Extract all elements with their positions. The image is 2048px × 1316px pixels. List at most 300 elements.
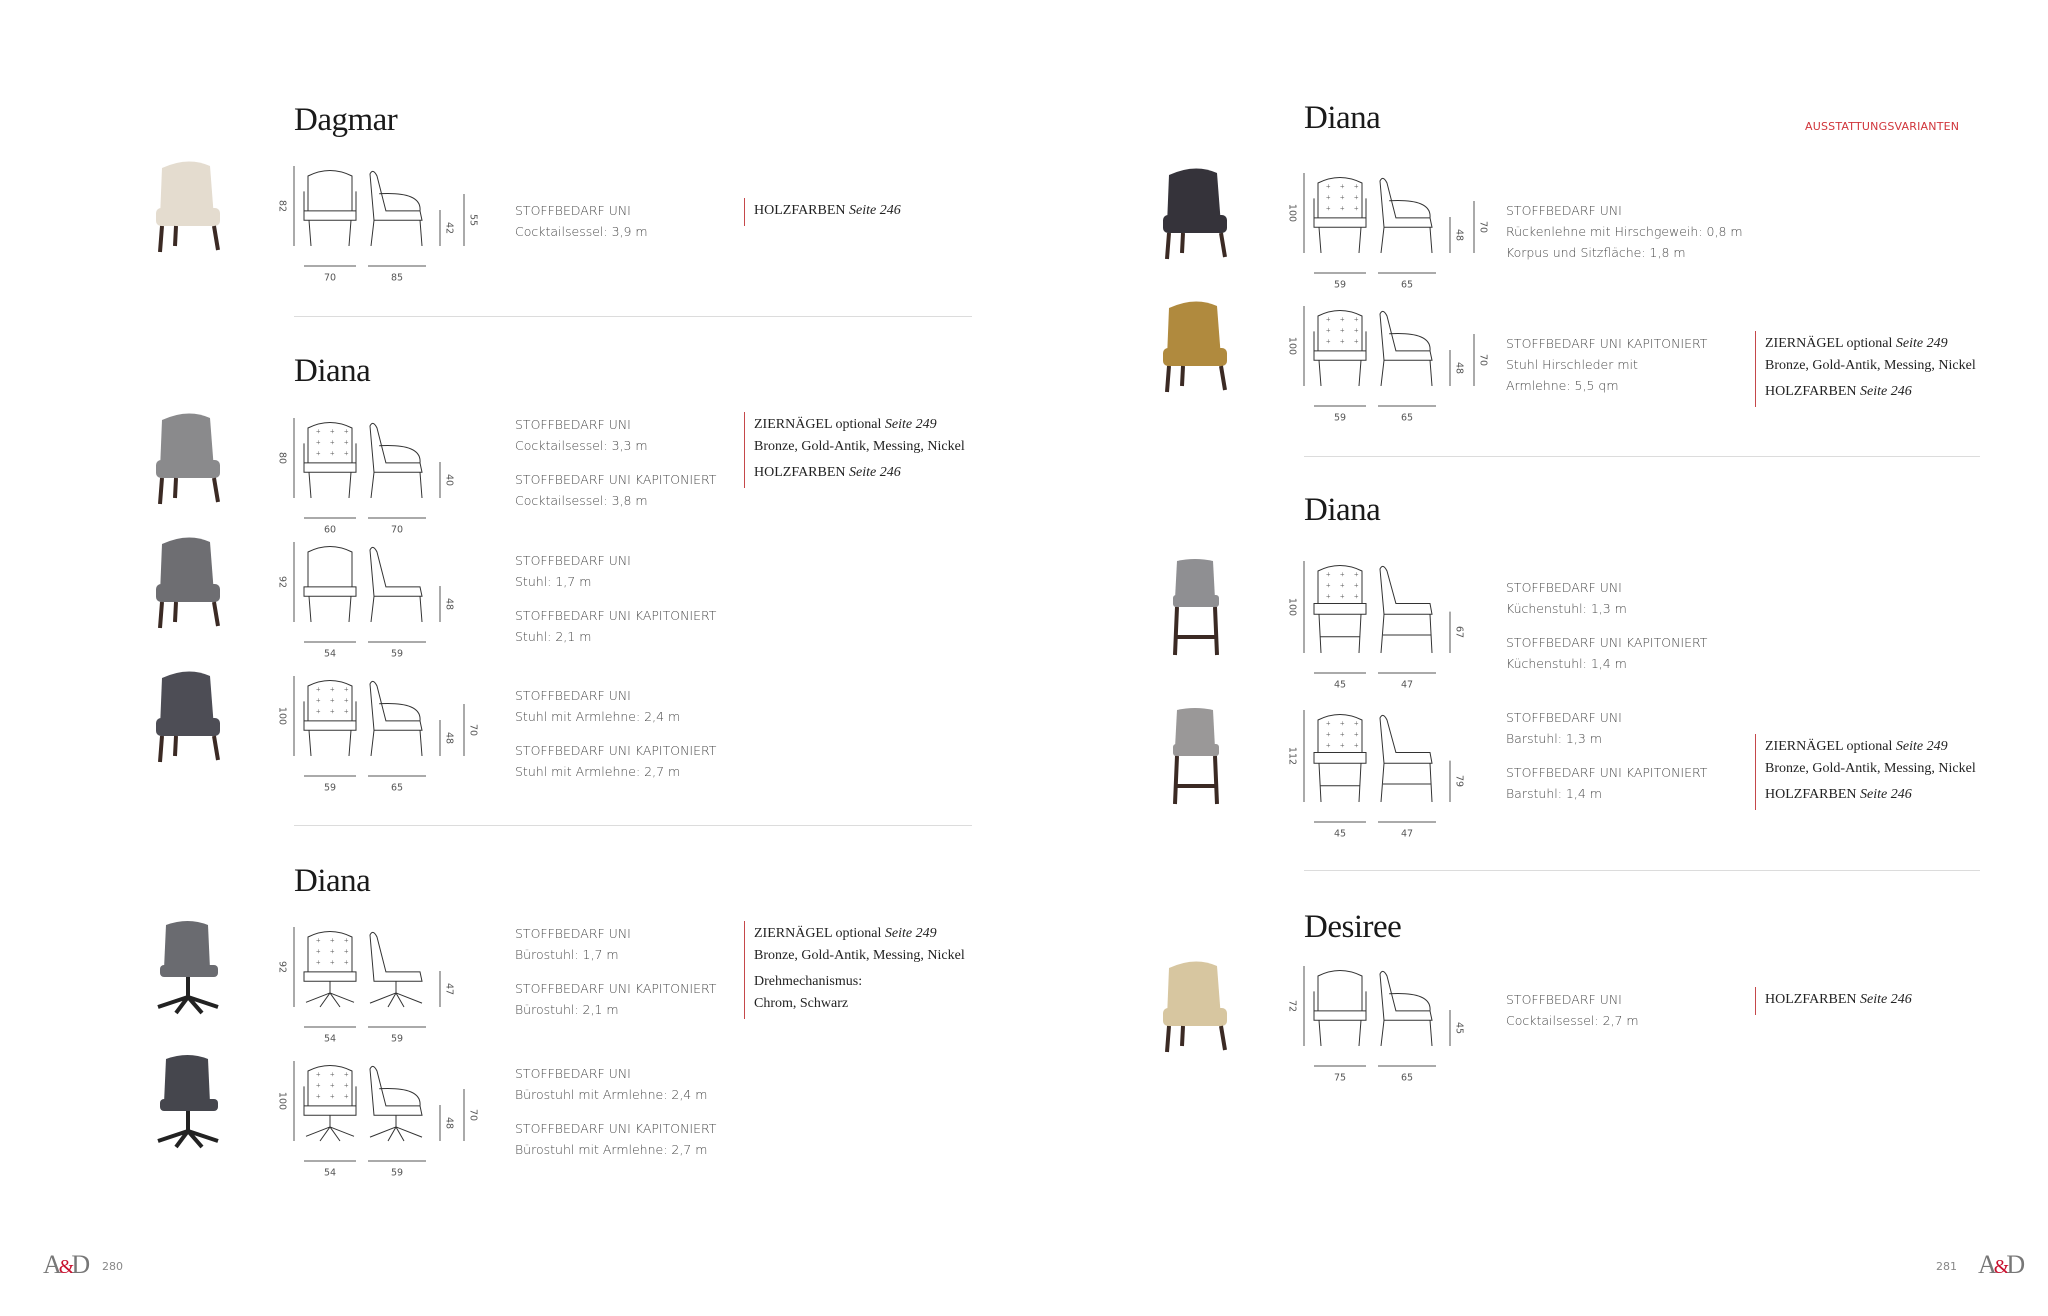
tufting-mark: + (330, 958, 335, 967)
seat-dimension-label: 67 (1453, 626, 1465, 639)
option-text: ZIERNÄGEL optional (754, 417, 882, 432)
chair-back (164, 1055, 210, 1103)
height-dimension-label: 72 (1286, 999, 1298, 1013)
option-line (1765, 736, 1976, 758)
height-dimension-label: 100 (1286, 597, 1298, 617)
tufting-mark: + (1340, 719, 1345, 728)
spec-value: Küchenstuhl: 1,3 m (1506, 601, 1627, 616)
option-line (754, 462, 965, 484)
side-view-outline (1380, 311, 1432, 386)
width-label: 54 (323, 1033, 337, 1045)
chair-legs (160, 736, 218, 762)
fabric-specs (1506, 707, 1707, 817)
seat-dimension-label: 70 (1477, 220, 1489, 234)
spec-value: Bürostuhl mit Armlehne: 2,7 m (515, 1142, 708, 1157)
tufting-mark: + (1354, 193, 1359, 202)
tufting-mark: + (1340, 204, 1345, 213)
chair-seat (160, 965, 218, 977)
tufting-mark: + (316, 696, 321, 705)
option-text: ZIERNÄGEL optional (754, 926, 882, 941)
tufting-mark: + (316, 1092, 321, 1101)
tufting-mark: + (1354, 730, 1359, 739)
seat-dimension-label: 47 (443, 982, 455, 996)
page-reference-link[interactable]: Seite 246 (849, 465, 901, 480)
height-dimension-label: 112 (1286, 746, 1298, 766)
tufting-mark: + (1340, 193, 1345, 202)
tufting-mark: + (330, 1070, 335, 1079)
tufting-mark: + (1340, 337, 1345, 346)
spec-label: STOFFBEDARF UNI (515, 417, 631, 432)
depth-label: 47 (1400, 828, 1414, 840)
spec-block (515, 978, 716, 1020)
fabric-specs (515, 923, 716, 1033)
spec-value: Stuhl: 1,7 m (515, 574, 592, 589)
spec-block (1506, 707, 1707, 749)
seat-dimension-label: 48 (443, 731, 455, 745)
tufting-mark: + (1326, 204, 1331, 213)
seat-dimension-label: 45 (1453, 1021, 1465, 1035)
tufting-mark: + (1340, 581, 1345, 590)
option-text: HOLZFARBEN (1765, 992, 1857, 1007)
spec-label: STOFFBEDARF UNI KAPITONIERT (515, 981, 717, 996)
spec-block (515, 685, 716, 727)
spec-block (1506, 989, 1639, 1031)
spec-label: STOFFBEDARF UNI KAPITONIERT (1506, 336, 1708, 351)
chair-seat (156, 460, 220, 478)
depth-label: 47 (1400, 679, 1414, 691)
chair-seat (1163, 348, 1227, 366)
seat-dimension-label: 70 (467, 1108, 479, 1122)
side-view-outline (370, 547, 422, 622)
tufting-mark: + (1340, 182, 1345, 191)
spec-label: STOFFBEDARF UNI KAPITONIERT (515, 472, 717, 487)
spec-label: STOFFBEDARF UNI (1506, 203, 1622, 218)
chair-legs (1167, 366, 1225, 392)
side-view-outline (1380, 971, 1432, 1046)
spec-value: Cocktailsessel: 3,9 m (515, 224, 648, 239)
dimension-drawing (1294, 300, 1494, 420)
options-block (1755, 734, 1976, 810)
chair-legs (160, 478, 218, 504)
tufting-mark: + (316, 438, 321, 447)
chair-back (164, 921, 210, 969)
section-divider (294, 825, 972, 826)
height-dimension-label: 92 (276, 960, 288, 974)
options-block (1755, 987, 1912, 1015)
depth-label: 65 (1400, 412, 1414, 424)
product-title: Diana (294, 353, 371, 389)
fabric-specs (515, 200, 648, 255)
spec-value: Cocktailsessel: 2,7 m (1506, 1013, 1639, 1028)
tufting-mark: + (1354, 326, 1359, 335)
tufting-mark: + (330, 438, 335, 447)
spec-label: STOFFBEDARF UNI KAPITONIERT (1506, 765, 1708, 780)
product-title: Diana (1304, 100, 1381, 136)
product-title: Desiree (1304, 909, 1402, 945)
tufting-mark: + (1326, 581, 1331, 590)
option-text: Bronze, Gold-Antik, Messing, Nickel (754, 948, 965, 963)
tufting-mark: + (1326, 193, 1331, 202)
chair-legs (1175, 756, 1217, 804)
tufting-mark: + (1326, 741, 1331, 750)
option-line (754, 414, 965, 436)
option-line (754, 923, 965, 945)
width-label: 59 (323, 782, 337, 794)
height-dimension-label: 80 (276, 451, 288, 465)
tufting-mark: + (344, 1070, 349, 1079)
seat-dimension-label: 40 (443, 473, 455, 487)
side-view-outline (370, 932, 422, 1007)
page-reference-link[interactable]: Seite 246 (849, 203, 901, 218)
option-text: HOLZFARBEN (754, 465, 846, 480)
tufting-mark: + (344, 947, 349, 956)
spec-value: Stuhl: 2,1 m (515, 629, 592, 644)
front-view-outline (304, 547, 356, 623)
spec-block (515, 605, 716, 647)
options-block (744, 921, 965, 1019)
fabric-specs (1506, 333, 1707, 409)
spec-label: STOFFBEDARF UNI (1506, 710, 1622, 725)
tufting-mark: + (316, 427, 321, 436)
front-view-outline (304, 171, 356, 247)
side-view-outline (1380, 715, 1432, 802)
spec-block (515, 550, 716, 592)
tufting-mark: + (1340, 592, 1345, 601)
spec-label: STOFFBEDARF UNI KAPITONIERT (515, 608, 717, 623)
variant-label: AUSSTATTUNGSVARIANTEN (1805, 120, 1960, 133)
width-label: 54 (323, 648, 337, 660)
side-view-outline (1380, 178, 1432, 253)
tufting-mark: + (330, 696, 335, 705)
tufting-mark: + (344, 685, 349, 694)
chair-seat (1173, 744, 1219, 756)
spec-label: STOFFBEDARF UNI KAPITONIERT (1506, 635, 1708, 650)
brand-logo: A&D (43, 1250, 88, 1279)
options-block (1755, 331, 1976, 407)
tufting-mark: + (316, 707, 321, 716)
tufting-mark: + (1326, 315, 1331, 324)
side-view-outline (370, 1066, 422, 1141)
spec-label: STOFFBEDARF UNI KAPITONIERT (515, 743, 717, 758)
fabric-specs (515, 414, 716, 524)
spec-label: STOFFBEDARF UNI (515, 553, 631, 568)
option-text: HOLZFARBEN (1765, 384, 1857, 399)
height-dimension-label: 100 (276, 706, 288, 726)
option-text: HOLZFARBEN (1765, 787, 1857, 802)
option-line (1765, 758, 1976, 780)
chair-base (158, 1111, 218, 1147)
page-reference-link[interactable]: Seite 249 (1895, 336, 1948, 351)
chair-base (158, 977, 218, 1013)
tufting-mark: + (1354, 204, 1359, 213)
spec-block (1506, 333, 1707, 396)
chair-seat (1163, 215, 1227, 233)
product-photo (1155, 557, 1235, 657)
side-view-outline (1380, 566, 1432, 653)
tufting-mark: + (316, 936, 321, 945)
chair-back (1175, 708, 1215, 748)
dimension-drawing (1294, 555, 1494, 687)
height-dimension-label: 100 (276, 1091, 288, 1111)
tufting-mark: + (1354, 315, 1359, 324)
tufting-mark: + (316, 1081, 321, 1090)
tufting-mark: + (1326, 182, 1331, 191)
spec-block (515, 200, 648, 242)
tufting-mark: + (1354, 581, 1359, 590)
chair-legs (1167, 1026, 1225, 1052)
option-text: ZIERNÄGEL optional (1765, 739, 1893, 754)
tufting-mark: + (344, 427, 349, 436)
fabric-specs (515, 685, 716, 795)
tufting-mark: + (1340, 570, 1345, 579)
page-reference-link[interactable]: Seite 249 (1895, 739, 1948, 754)
tufting-mark: + (344, 707, 349, 716)
spec-block (1506, 577, 1707, 619)
option-line (754, 436, 965, 458)
dimension-drawing (1294, 704, 1494, 836)
option-line (1765, 784, 1976, 806)
option-text: HOLZFARBEN (754, 203, 846, 218)
spec-value: Stuhl Hirschleder mit (1506, 357, 1638, 372)
width-label: 45 (1333, 828, 1347, 840)
spec-block (515, 469, 716, 511)
tufting-mark: + (344, 1092, 349, 1101)
page-number: 281 (1936, 1260, 1957, 1273)
spec-label: STOFFBEDARF UNI (515, 203, 631, 218)
chair-legs (160, 602, 218, 628)
page-reference-link[interactable]: Seite 246 (1860, 384, 1912, 399)
spec-block (515, 923, 716, 965)
tufting-mark: + (330, 1092, 335, 1101)
fabric-specs (1506, 577, 1707, 687)
page-reference-link[interactable]: Seite 249 (884, 417, 937, 432)
tufting-mark: + (1326, 719, 1331, 728)
product-photo (1155, 296, 1235, 396)
product-photo (1155, 706, 1235, 806)
product-title: Dagmar (294, 102, 398, 138)
option-line (1765, 333, 1976, 355)
product-photo (148, 408, 228, 508)
tufting-mark: + (344, 449, 349, 458)
depth-label: 59 (390, 1167, 404, 1179)
page-reference-link[interactable]: Seite 246 (1860, 992, 1912, 1007)
chair-seat (1173, 595, 1219, 607)
spec-value: Armlehne: 5,5 qm (1506, 378, 1619, 393)
dimension-drawing (284, 921, 484, 1041)
dimension-drawing (284, 1055, 484, 1175)
chair-legs (1167, 233, 1225, 259)
options-block (744, 198, 901, 226)
height-dimension-label: 100 (1286, 203, 1298, 223)
spec-value: Bürostuhl: 2,1 m (515, 1002, 619, 1017)
tufting-mark: + (344, 936, 349, 945)
chair-legs (160, 226, 218, 252)
dimension-drawing (1294, 960, 1494, 1080)
seat-dimension-label: 48 (1453, 228, 1465, 242)
spec-block (515, 1118, 716, 1160)
tufting-mark: + (1354, 570, 1359, 579)
tufting-mark: + (1354, 592, 1359, 601)
seat-dimension-label: 79 (1453, 775, 1465, 788)
tufting-mark: + (330, 1081, 335, 1090)
spec-block (515, 414, 716, 456)
spec-block (515, 1063, 716, 1105)
spec-block (1506, 762, 1707, 804)
side-view-outline (370, 171, 422, 246)
spec-value: Stuhl mit Armlehne: 2,4 m (515, 709, 681, 724)
product-photo (148, 1051, 228, 1151)
tufting-mark: + (330, 685, 335, 694)
page-reference-link[interactable]: Seite 246 (1860, 787, 1912, 802)
dimension-drawing (284, 536, 484, 656)
height-dimension-label: 82 (276, 199, 288, 213)
spec-value: Stuhl mit Armlehne: 2,7 m (515, 764, 681, 779)
chair-seat (1163, 1008, 1227, 1026)
option-line (1765, 989, 1912, 1011)
spec-label: STOFFBEDARF UNI (1506, 580, 1622, 595)
spec-label: STOFFBEDARF UNI KAPITONIERT (515, 1121, 717, 1136)
brand-logo: A&D (1978, 1250, 2023, 1279)
depth-label: 65 (1400, 279, 1414, 291)
spec-block (515, 740, 716, 782)
seat-dimension-label: 70 (1477, 353, 1489, 367)
tufting-mark: + (1354, 337, 1359, 346)
product-photo (148, 156, 228, 256)
section-divider (1304, 870, 1980, 871)
product-photo (148, 917, 228, 1017)
spec-value: Cocktailsessel: 3,8 m (515, 493, 648, 508)
tufting-mark: + (1354, 741, 1359, 750)
chair-back (1175, 559, 1215, 599)
fabric-specs (1506, 200, 1743, 276)
dimension-drawing (284, 160, 484, 280)
dimension-drawing (1294, 167, 1494, 287)
option-text: Drehmechanismus: (754, 974, 863, 989)
tufting-mark: + (330, 947, 335, 956)
tufting-mark: + (344, 438, 349, 447)
depth-label: 59 (390, 648, 404, 660)
tufting-mark: + (330, 707, 335, 716)
seat-dimension-label: 48 (1453, 361, 1465, 375)
section-divider (1304, 456, 1980, 457)
tufting-mark: + (344, 1081, 349, 1090)
tufting-mark: + (316, 449, 321, 458)
option-line (754, 945, 965, 967)
depth-label: 65 (1400, 1072, 1414, 1084)
option-line (754, 200, 901, 222)
fabric-specs (515, 550, 716, 660)
seat-dimension-label: 42 (443, 221, 455, 235)
tufting-mark: + (330, 427, 335, 436)
tufting-mark: + (1340, 315, 1345, 324)
page-reference-link[interactable]: Seite 249 (884, 926, 937, 941)
tufting-mark: + (344, 958, 349, 967)
width-label: 70 (323, 272, 337, 284)
tufting-mark: + (316, 947, 321, 956)
product-photo (1155, 956, 1235, 1056)
option-text: Bronze, Gold-Antik, Messing, Nickel (1765, 358, 1976, 373)
spec-label: STOFFBEDARF UNI (515, 926, 631, 941)
chair-seat (156, 718, 220, 736)
dimension-drawing (284, 412, 484, 532)
spec-label: STOFFBEDARF UNI (515, 688, 631, 703)
height-dimension-label: 100 (1286, 336, 1298, 356)
option-line (1765, 355, 1976, 377)
tufting-mark: + (1326, 730, 1331, 739)
dimension-drawing (284, 670, 484, 790)
spec-value: Bürostuhl mit Armlehne: 2,4 m (515, 1087, 708, 1102)
seat-dimension-label: 48 (443, 1116, 455, 1130)
spec-value: Küchenstuhl: 1,4 m (1506, 656, 1627, 671)
tufting-mark: + (330, 449, 335, 458)
tufting-mark: + (1326, 337, 1331, 346)
option-text: ZIERNÄGEL optional (1765, 336, 1893, 351)
chair-legs (1175, 607, 1217, 655)
depth-label: 65 (390, 782, 404, 794)
tufting-mark: + (1326, 592, 1331, 601)
product-photo (1155, 163, 1235, 263)
spec-value: Barstuhl: 1,3 m (1506, 731, 1602, 746)
width-label: 45 (1333, 679, 1347, 691)
side-view-outline (370, 423, 422, 498)
tufting-mark: + (344, 696, 349, 705)
spec-value: Bürostuhl: 1,7 m (515, 947, 619, 962)
width-label: 54 (323, 1167, 337, 1179)
tufting-mark: + (316, 1070, 321, 1079)
product-photo (148, 666, 228, 766)
depth-label: 59 (390, 1033, 404, 1045)
chair-seat (156, 208, 220, 226)
width-label: 60 (323, 524, 337, 536)
option-text: Bronze, Gold-Antik, Messing, Nickel (754, 439, 965, 454)
depth-label: 70 (390, 524, 404, 536)
section-divider (294, 316, 972, 317)
side-view-outline (370, 681, 422, 756)
depth-label: 85 (390, 272, 404, 284)
front-view-outline (1314, 971, 1366, 1047)
tufting-mark: + (316, 958, 321, 967)
seat-dimension-label: 48 (443, 597, 455, 611)
spec-value: Korpus und Sitzfläche: 1,8 m (1506, 245, 1686, 260)
spec-label: STOFFBEDARF UNI (1506, 992, 1622, 1007)
options-block (744, 412, 965, 488)
product-title: Diana (294, 863, 371, 899)
product-title: Diana (1304, 492, 1381, 528)
page-number: 280 (102, 1260, 123, 1273)
option-line (1765, 381, 1976, 403)
chair-seat (156, 584, 220, 602)
tufting-mark: + (1354, 719, 1359, 728)
chair-seat (160, 1099, 218, 1111)
width-label: 75 (1333, 1072, 1347, 1084)
option-line (754, 971, 965, 993)
width-label: 59 (1333, 412, 1347, 424)
spec-block (1506, 200, 1743, 263)
spec-value: Barstuhl: 1,4 m (1506, 786, 1602, 801)
tufting-mark: + (316, 685, 321, 694)
tufting-mark: + (1340, 730, 1345, 739)
fabric-specs (515, 1063, 716, 1173)
tufting-mark: + (1326, 326, 1331, 335)
tufting-mark: + (330, 936, 335, 945)
fabric-specs (1506, 989, 1639, 1044)
seat-dimension-label: 55 (467, 213, 479, 227)
option-text: Chrom, Schwarz (754, 996, 849, 1011)
tufting-mark: + (1354, 182, 1359, 191)
spec-block (1506, 632, 1707, 674)
seat-dimension-label: 70 (467, 723, 479, 737)
option-line (754, 993, 965, 1015)
